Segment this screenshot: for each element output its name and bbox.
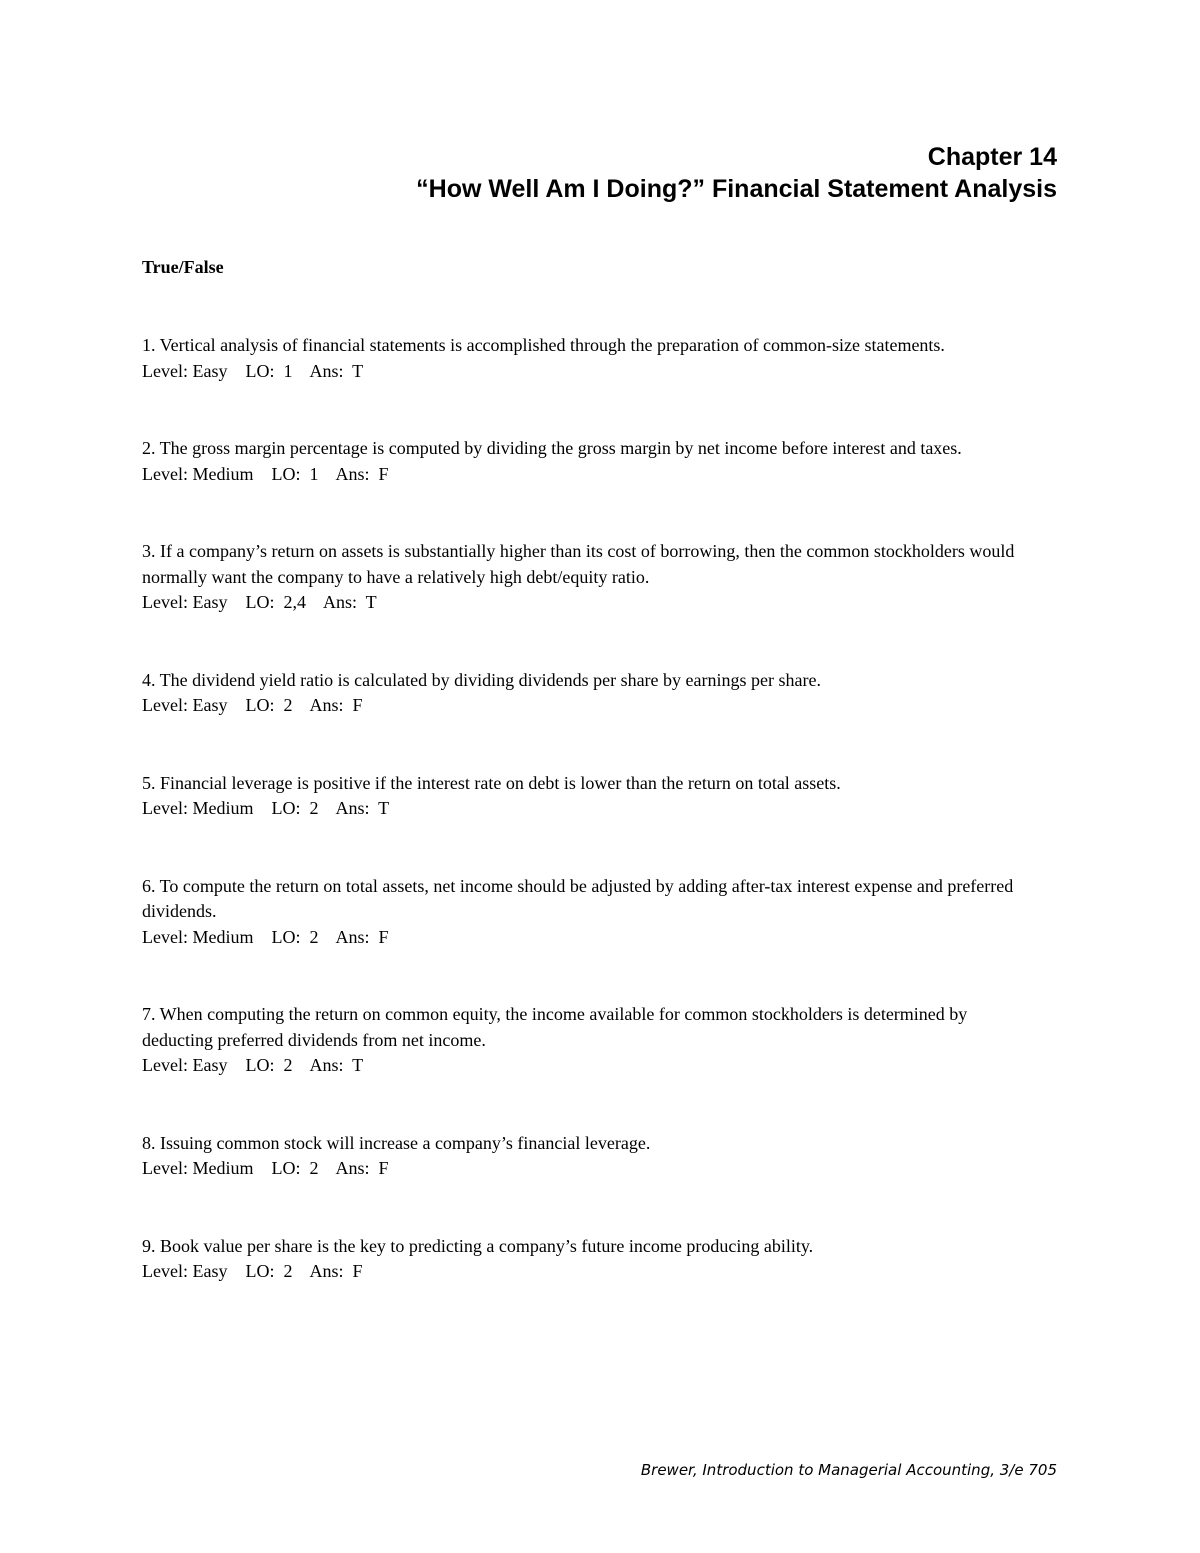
page-number: 705: [1028, 1461, 1057, 1479]
question-level: Level: Easy: [142, 1261, 228, 1281]
question-item: [142, 1131, 1042, 1182]
question-answer: Ans: T: [322, 592, 377, 612]
question-list: [142, 333, 1042, 1337]
question-item: [142, 771, 1042, 822]
question-level: Level: Easy: [142, 360, 228, 381]
question-item: [142, 333, 1042, 384]
section-heading: True/False: [142, 257, 224, 277]
question-item: [142, 668, 1042, 719]
question-answer: Ans: F: [335, 1158, 389, 1178]
question-item: [142, 539, 1042, 616]
question-text: 3. If a company’s return on assets is substantially higher than its cost of borrowing, then the common stockholders would normally want the company to have a relatively high debt/equity ratio.: [142, 541, 1015, 587]
question-item: [142, 436, 1042, 487]
question-level: Level: Medium: [142, 463, 254, 484]
chapter-number: Chapter 14: [927, 143, 1057, 171]
question-answer: Ans: F: [335, 463, 389, 484]
question-text: 9. Book value per share is the key to predicting a company’s future income producing ability.: [142, 1235, 814, 1256]
page-footer: [641, 1460, 1057, 1480]
question-answer: Ans: T: [309, 360, 364, 381]
question-level: Level: Easy: [142, 695, 228, 715]
question-answer: Ans: T: [335, 798, 390, 818]
question-answer: Ans: F: [309, 1261, 363, 1281]
question-lo: LO: 2: [245, 1055, 293, 1075]
chapter-header: [416, 141, 1057, 205]
question-lo: LO: 1: [245, 360, 293, 381]
question-text: 5. Financial leverage is positive if the interest rate on debt is lower than the return on total assets.: [142, 772, 841, 793]
question-meta: [142, 1156, 1042, 1182]
question-answer: Ans: T: [309, 1055, 364, 1075]
question-meta: [142, 796, 1042, 822]
chapter-title: “How Well Am I Doing?” Financial Statement Analysis: [416, 175, 1057, 203]
question-lo: LO: 2: [245, 695, 293, 715]
question-meta: [142, 1053, 1042, 1079]
question-meta: [142, 693, 1042, 719]
footer-citation: Brewer, Introduction to Managerial Accounting, 3/e: [640, 1461, 1024, 1479]
question-lo: LO: 2: [271, 798, 319, 818]
question-meta: [142, 1259, 1042, 1285]
question-text: 2. The gross margin percentage is computed by dividing the gross margin by net income before interest and taxes.: [142, 438, 962, 458]
question-lo: LO: 2: [245, 1261, 293, 1281]
question-meta: [142, 359, 1042, 385]
question-level: Level: Easy: [142, 592, 228, 612]
question-lo: LO: 2,4: [245, 592, 306, 612]
question-meta: [142, 462, 1042, 488]
question-text: 7. When computing the return on common equity, the income available for common stockholders is determined by deducting preferred dividends from net income.: [142, 1004, 968, 1050]
question-item: [142, 874, 1042, 951]
question-item: [142, 1002, 1042, 1079]
question-text: 6. To compute the return on total assets, net income should be adjusted by adding after-tax interest expense and preferred dividends.: [142, 875, 1014, 921]
question-answer: Ans: F: [309, 695, 363, 715]
question-level: Level: Medium: [142, 798, 254, 818]
question-text: 4. The dividend yield ratio is calculated by dividing dividends per share by earnings per share.: [142, 669, 821, 690]
question-level: Level: Medium: [142, 1158, 254, 1178]
question-text: 1. Vertical analysis of financial statements is accomplished through the preparation of common-size statements.: [142, 335, 945, 355]
question-text: 8. Issuing common stock will increase a company’s financial leverage.: [142, 1132, 651, 1153]
question-lo: LO: 1: [271, 463, 319, 484]
question-level: Level: Easy: [142, 1055, 228, 1075]
question-lo: LO: 2: [271, 1158, 319, 1178]
question-level: Level: Medium: [142, 926, 254, 947]
question-meta: [142, 925, 1042, 951]
question-item: [142, 1234, 1042, 1285]
question-answer: Ans: F: [335, 926, 389, 947]
question-lo: LO: 2: [271, 926, 319, 947]
question-meta: [142, 590, 1042, 616]
